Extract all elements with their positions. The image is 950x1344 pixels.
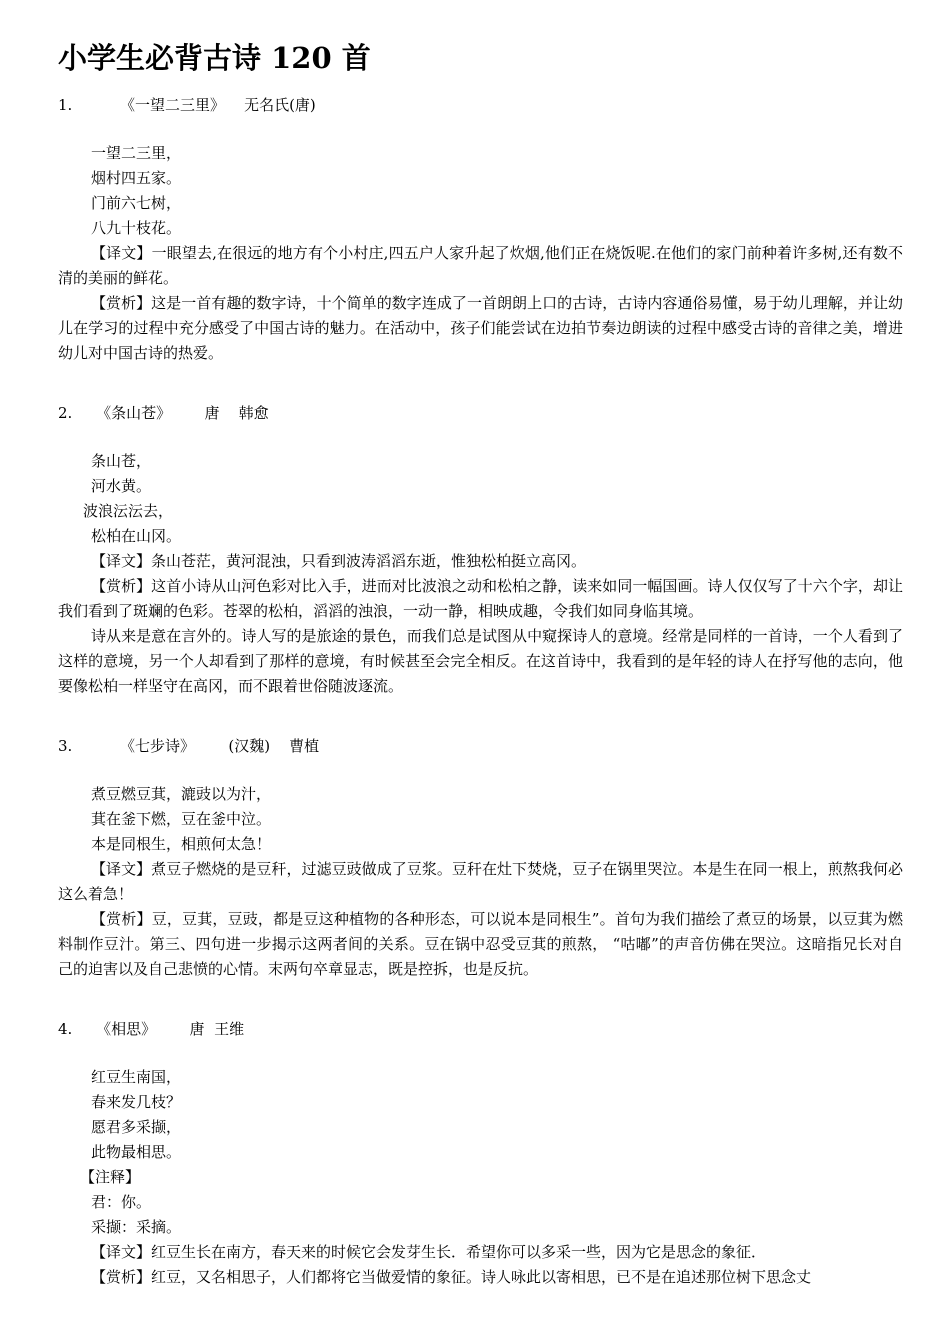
poem-line: 本是同根生，相煎何太急！ — [91, 835, 272, 853]
poem-line: 门前六七树， — [91, 194, 182, 212]
poem-line: 条山苍， — [91, 452, 152, 470]
translation-paragraph: 【译文】条山苍茫，黄河混浊，只看到波涛滔滔东逝，惟独松柏挺立高冈。 — [91, 552, 587, 570]
document-title: 小学生必背古诗 120 首 — [58, 41, 371, 75]
translation-paragraph: 【译文】一眼望去,在很远的地方有个小村庄,四五户人家升起了炊烟,他们正在烧饭呢.在他们的家门前种着许多树,还有数不清的美丽的鲜花。 — [58, 244, 903, 287]
poem-line: 萁在釜下燃，豆在釜中泣。 — [91, 810, 272, 828]
document-page — [58, 40, 903, 1290]
poem-header: 2. 《条山苍》 唐 韩愈 — [58, 404, 269, 422]
poem-line: 波浪沄沄去， — [83, 502, 174, 520]
poem-header: 3. 《七步诗》 (汉魏) 曹植 — [58, 737, 320, 755]
poem-section-4 — [58, 1018, 903, 1290]
poem-section-1 — [58, 94, 903, 366]
appreciation-paragraph: 诗从来是意在言外的。诗人写的是旅途的景色，而我们总是试图从中窥探诗人的意境。经常是同样的一首诗，一个人看到了这样的意境，另一个人却看到了那样的意境，有时候甚至会完全相反。在这首诗中，我看到的是年轻的诗人在抒写他的志向，他要像松柏一样坚守在高冈，而不跟着世俗随波逐流。 — [58, 627, 903, 695]
translation-paragraph: 【译文】红豆生长在南方，春天来的时候它会发芽生长．希望你可以多采一些，因为它是思念的象征． — [91, 1243, 767, 1261]
poem-line: 红豆生南国， — [91, 1068, 182, 1086]
poem-section-3 — [58, 735, 903, 982]
poem-header: 4. 《相思》 唐 王维 — [58, 1020, 245, 1038]
poem-line: 松柏在山冈。 — [91, 527, 182, 545]
note-line: 君：你。 — [91, 1193, 152, 1211]
notes-label: 【注释】 — [80, 1168, 141, 1186]
poem-line: 河水黄。 — [91, 477, 152, 495]
poem-header: 1. 《一望二三里》 无名氏(唐) — [58, 96, 316, 114]
appreciation-paragraph: 【赏析】这是一首有趣的数字诗，十个简单的数字连成了一首朗朗上口的古诗，古诗内容通俗易懂，易于幼儿理解，并让幼儿在学习的过程中充分感受了中国古诗的魅力。在活动中，孩子们能尝试在边拍节奏边朗读的过程中感受古诗的音律之美，增进幼儿对中国古诗的热爱。 — [58, 294, 903, 362]
appreciation-paragraph: 【赏析】豆，豆萁，豆豉，都是豆这种植物的各种形态，可以说本是同根生”。首句为我们描绘了煮豆的场景，以豆萁为燃料制作豆汁。第三、四句进一步揭示这两者间的关系。豆在锅中忍受豆萁的煎熬， “咕嘟”的声音仿佛在哭泣。这暗指兄长对自己的迫害以及自己悲愤的心情。末两句卒章显志，既是控拆，也是反抗。 — [58, 910, 903, 978]
poem-line: 烟村四五家。 — [91, 169, 182, 187]
note-line: 采撷：采摘。 — [91, 1218, 182, 1236]
poem-line: 愿君多采撷， — [91, 1118, 182, 1136]
poem-line: 煮豆燃豆萁，漉豉以为汁， — [91, 785, 272, 803]
poem-line: 八九十枝花。 — [91, 219, 182, 237]
poem-line: 春来发几枝？ — [91, 1093, 182, 1111]
appreciation-paragraph: 【赏析】这首小诗从山河色彩对比入手，进而对比波浪之动和松柏之静，读来如同一幅国画。诗人仅仅写了十六个字，却让我们看到了斑斓的色彩。苍翠的松柏，滔滔的浊浪，一动一静，相映成趣，令我们如同身临其境。 — [58, 577, 903, 620]
poem-line: 此物最相思。 — [91, 1143, 182, 1161]
translation-paragraph: 【译文】煮豆子燃烧的是豆秆，过滤豆豉做成了豆浆。豆秆在灶下焚烧，豆子在锅里哭泣。本是生在同一根上，煎熬我何必这么着急！ — [58, 860, 903, 903]
poem-section-2 — [58, 402, 903, 699]
appreciation-paragraph: 【赏析】红豆，又名相思子，人们都将它当做爱情的象征。诗人咏此以寄相思，已不是在追述那位树下思念丈 — [91, 1268, 812, 1286]
poem-line: 一望二三里， — [91, 144, 182, 162]
